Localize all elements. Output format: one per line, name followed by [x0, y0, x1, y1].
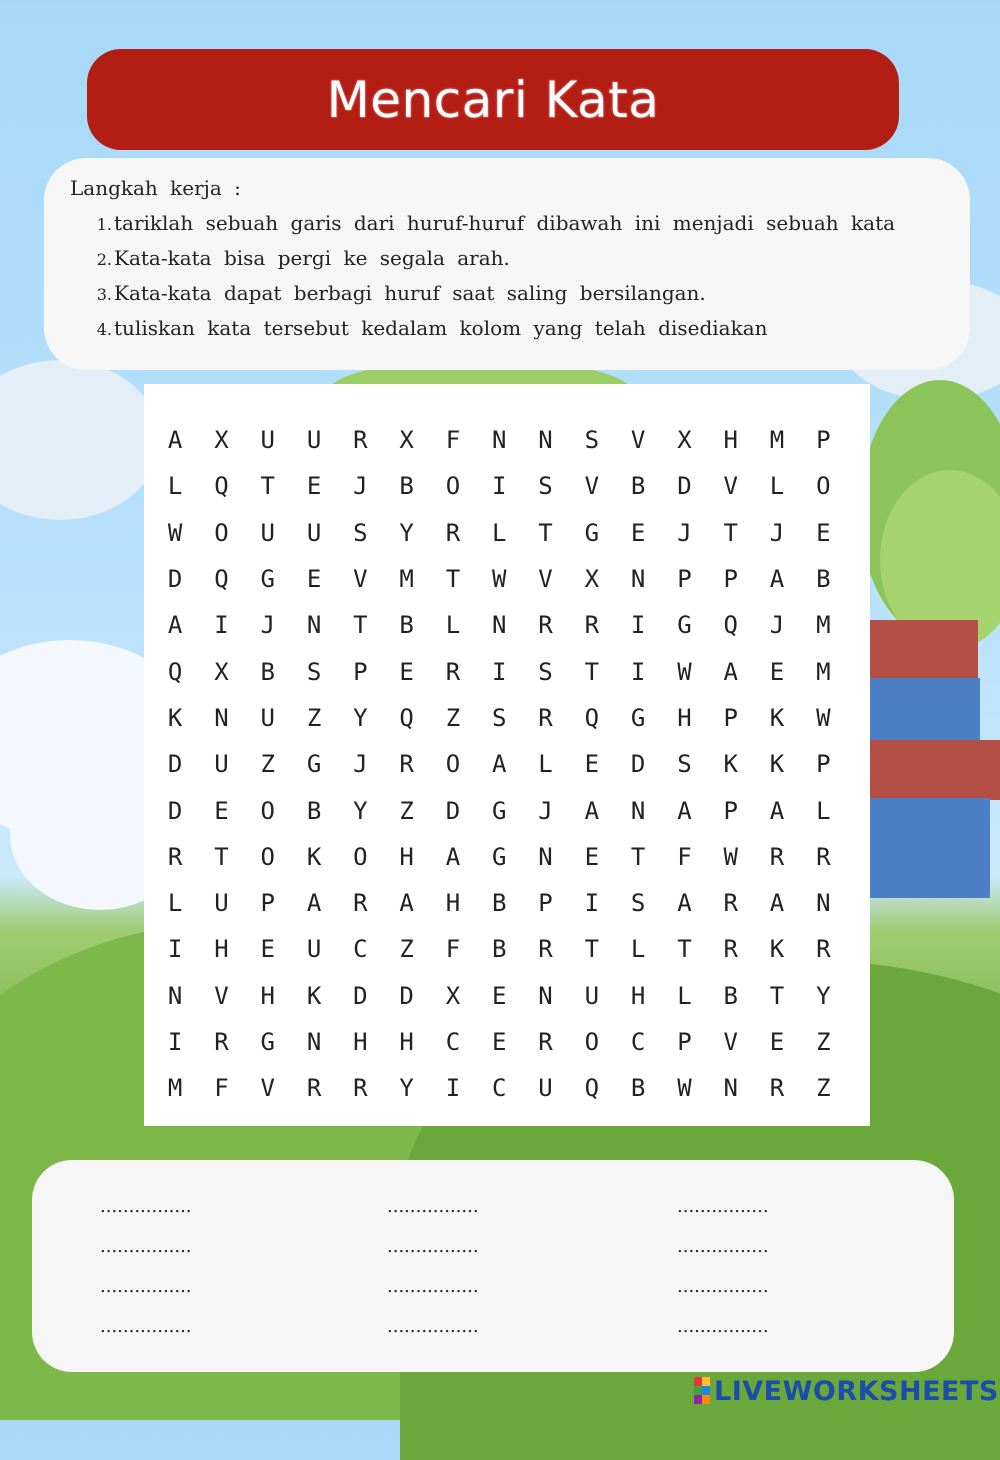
grid-letter[interactable]: A	[399, 889, 414, 918]
grid-letter[interactable]: Z	[399, 796, 414, 825]
grid-letter[interactable]: X	[399, 426, 414, 455]
grid-letter[interactable]: L	[538, 750, 553, 779]
grid-letter[interactable]: L	[167, 889, 183, 918]
grid-letter[interactable]: N	[306, 611, 322, 640]
grid-letter[interactable]: Q	[399, 703, 414, 732]
answer-field[interactable]: ................	[677, 1316, 769, 1337]
instruction-number: 4.	[96, 320, 112, 339]
grid-letter[interactable]: D	[167, 796, 183, 825]
grid-letter[interactable]: R	[445, 518, 461, 547]
grid-letter[interactable]: P	[816, 750, 831, 779]
grid-letter[interactable]: U	[260, 703, 275, 732]
instructions-list	[84, 208, 895, 348]
grid-letter[interactable]: T	[538, 518, 553, 547]
answer-field[interactable]: ................	[677, 1196, 769, 1217]
grid-letter[interactable]: K	[306, 981, 322, 1010]
grid-letter[interactable]: F	[445, 935, 461, 964]
grid-letter[interactable]: P	[677, 1028, 692, 1056]
answer-field[interactable]: ................	[387, 1196, 479, 1217]
grid-letter[interactable]: G	[260, 565, 275, 594]
instruction-item	[84, 208, 895, 243]
grid-letter[interactable]: B	[399, 472, 414, 501]
liveworksheets-logo	[694, 1373, 999, 1409]
grid-letter[interactable]: K	[723, 750, 738, 779]
grid-letter[interactable]: T	[260, 472, 275, 501]
instruction-number: 1.	[96, 215, 112, 234]
answer-field[interactable]: ................	[100, 1276, 192, 1297]
grid-letter[interactable]: V	[723, 1028, 738, 1056]
grid-letter[interactable]: U	[260, 518, 275, 547]
grid-letter[interactable]: C	[630, 1028, 646, 1056]
grid-letter[interactable]: Q	[584, 703, 600, 732]
grid-letter[interactable]: J	[769, 518, 785, 547]
grid-letter[interactable]: R	[538, 935, 553, 964]
grid-letter[interactable]: E	[260, 935, 275, 964]
grid-letter[interactable]: R	[769, 842, 785, 871]
grid-letter[interactable]: M	[399, 565, 414, 594]
grid-letter[interactable]: N	[538, 426, 553, 455]
grid-letter[interactable]: L	[677, 981, 692, 1010]
grid-letter[interactable]: V	[723, 472, 738, 501]
grid-letter[interactable]: A	[492, 750, 507, 779]
grid-letter[interactable]: U	[584, 981, 600, 1010]
grid-letter[interactable]: F	[677, 842, 692, 871]
grid-letter[interactable]: G	[492, 796, 507, 825]
grid-letter[interactable]: E	[399, 657, 414, 686]
grid-letter[interactable]: E	[306, 565, 322, 594]
grid-letter[interactable]: H	[399, 842, 414, 871]
grid-letter[interactable]: N	[306, 1028, 322, 1056]
grid-letter[interactable]: U	[306, 518, 322, 547]
grid-letter[interactable]: R	[214, 1028, 229, 1056]
grid-letter[interactable]: N	[167, 981, 183, 1010]
grid-letter[interactable]: F	[445, 426, 461, 455]
grid-letter[interactable]: L	[816, 796, 831, 825]
grid-letter[interactable]: Z	[816, 1074, 831, 1103]
grid-letter[interactable]: H	[445, 889, 461, 918]
grid-letter[interactable]: G	[492, 842, 507, 871]
grid-letter[interactable]: I	[445, 1074, 461, 1103]
grid-letter[interactable]: I	[492, 657, 507, 686]
background-house-roof	[868, 620, 978, 680]
grid-letter[interactable]: M	[816, 611, 831, 640]
grid-letter[interactable]: C	[445, 1028, 461, 1056]
grid-letter[interactable]: R	[306, 1074, 322, 1103]
grid-letter[interactable]: A	[167, 611, 183, 640]
instruction-text: tuliskan kata tersebut kedalam kolom yang telah disediakan	[114, 316, 768, 340]
grid-letter[interactable]: T	[677, 935, 692, 964]
grid-letter[interactable]: T	[630, 842, 646, 871]
grid-letter[interactable]: P	[723, 796, 738, 825]
grid-letter[interactable]: R	[584, 611, 600, 640]
grid-letter[interactable]: R	[445, 657, 461, 686]
grid-letter[interactable]: E	[492, 981, 507, 1010]
instructions-heading: Langkah kerja :	[70, 176, 241, 200]
grid-letter[interactable]: B	[306, 796, 322, 825]
grid-letter[interactable]: R	[769, 1074, 785, 1103]
grid-letter[interactable]: B	[399, 611, 414, 640]
grid-letter[interactable]: A	[445, 842, 461, 871]
grid-letter[interactable]: E	[492, 1028, 507, 1056]
grid-letter[interactable]: M	[769, 426, 785, 455]
grid-letter[interactable]: H	[399, 1028, 414, 1056]
grid-letter[interactable]: A	[677, 889, 692, 918]
grid-letter[interactable]: J	[538, 796, 553, 825]
grid-letter[interactable]: I	[167, 935, 183, 964]
grid-letter[interactable]: B	[492, 935, 507, 964]
grid-letter[interactable]: S	[306, 657, 322, 686]
grid-letter[interactable]: B	[260, 657, 275, 686]
grid-letter[interactable]: U	[306, 935, 322, 964]
grid-letter[interactable]: V	[260, 1074, 275, 1103]
grid-letter[interactable]: H	[630, 981, 646, 1010]
grid-letter[interactable]: O	[445, 750, 461, 779]
grid-letter[interactable]: H	[677, 703, 692, 732]
liveworksheets-logo-icon	[694, 1377, 710, 1405]
grid-letter[interactable]: R	[399, 750, 414, 779]
grid-letter[interactable]: N	[492, 426, 507, 455]
grid-letter[interactable]: X	[584, 565, 600, 594]
grid-letter[interactable]: W	[723, 842, 738, 871]
grid-letter[interactable]: A	[167, 426, 183, 455]
grid-letter[interactable]: A	[677, 796, 692, 825]
grid-letter[interactable]: N	[538, 981, 553, 1010]
grid-letter[interactable]: C	[353, 935, 368, 964]
grid-letter[interactable]: F	[214, 1074, 229, 1103]
grid-letter[interactable]: K	[769, 750, 785, 779]
grid-letter[interactable]: J	[353, 472, 368, 501]
grid-letter[interactable]: E	[816, 518, 831, 547]
grid-letter[interactable]: B	[630, 472, 646, 501]
grid-letter[interactable]: N	[723, 1074, 738, 1103]
answer-field[interactable]: ................	[677, 1236, 769, 1257]
grid-letter[interactable]: Y	[353, 703, 368, 732]
grid-letter[interactable]: R	[723, 935, 738, 964]
grid-letter[interactable]: T	[584, 935, 600, 964]
grid-letter[interactable]: P	[538, 889, 553, 918]
grid-letter[interactable]: K	[769, 935, 785, 964]
grid-letter[interactable]: W	[677, 657, 692, 686]
grid-letter[interactable]: J	[677, 518, 692, 547]
word-search-grid	[152, 417, 846, 1111]
grid-letter[interactable]: N	[816, 889, 831, 918]
grid-letter[interactable]: W	[677, 1074, 692, 1103]
grid-letter[interactable]: O	[260, 796, 275, 825]
grid-letter[interactable]: D	[630, 750, 646, 779]
grid-letter[interactable]: J	[353, 750, 368, 779]
grid-letter[interactable]: Q	[214, 565, 229, 594]
grid-letter[interactable]: I	[492, 472, 507, 501]
grid-letter[interactable]: R	[353, 889, 368, 918]
grid-letter[interactable]: H	[353, 1028, 368, 1056]
grid-letter[interactable]: C	[492, 1074, 507, 1103]
grid-letter[interactable]: K	[167, 703, 183, 732]
grid-letter[interactable]: Y	[399, 518, 414, 547]
grid-letter[interactable]: U	[260, 426, 275, 455]
grid-letter[interactable]: D	[399, 981, 414, 1010]
grid-letter[interactable]: Z	[399, 935, 414, 964]
grid-letter[interactable]: T	[353, 611, 368, 640]
grid-letter[interactable]: Y	[399, 1074, 414, 1103]
grid-letter[interactable]: R	[538, 703, 553, 732]
grid-letter[interactable]: L	[630, 935, 646, 964]
grid-letter[interactable]: S	[353, 518, 368, 547]
grid-letter[interactable]: E	[584, 750, 600, 779]
grid-letter[interactable]: Q	[723, 611, 738, 640]
grid-letter[interactable]: S	[677, 750, 692, 779]
grid-letter[interactable]: S	[538, 472, 553, 501]
answer-field[interactable]: ................	[387, 1316, 479, 1337]
logo-square	[694, 1386, 702, 1395]
grid-letter[interactable]: O	[445, 472, 461, 501]
logo-text: LIVEWORKSHEETS	[714, 1375, 999, 1407]
grid-letter[interactable]: K	[769, 703, 785, 732]
instructions-panel	[44, 158, 970, 370]
grid-letter[interactable]: N	[538, 842, 553, 871]
grid-letter[interactable]: H	[723, 426, 738, 455]
grid-letter[interactable]: L	[769, 472, 785, 501]
grid-letter[interactable]: I	[167, 1028, 183, 1056]
answer-field[interactable]: ................	[100, 1236, 192, 1257]
grid-letter[interactable]: D	[445, 796, 461, 825]
grid-letter[interactable]: Z	[306, 703, 322, 732]
grid-letter[interactable]: U	[214, 889, 229, 918]
grid-letter[interactable]: P	[677, 565, 692, 594]
grid-letter[interactable]: X	[677, 426, 692, 455]
grid-letter[interactable]: V	[584, 472, 600, 501]
grid-letter[interactable]: D	[167, 565, 183, 594]
grid-letter[interactable]: Y	[353, 796, 368, 825]
grid-letter[interactable]: O	[584, 1028, 600, 1056]
grid-letter[interactable]: Z	[816, 1028, 831, 1056]
grid-letter[interactable]: X	[445, 981, 461, 1010]
answer-field[interactable]: ................	[100, 1316, 192, 1337]
grid-letter[interactable]: O	[816, 472, 831, 501]
instruction-item	[84, 313, 895, 348]
grid-letter[interactable]: T	[214, 842, 229, 871]
grid-letter[interactable]: D	[353, 981, 368, 1010]
background-cloud	[0, 360, 160, 520]
grid-letter[interactable]: Y	[816, 981, 831, 1010]
grid-letter[interactable]: G	[630, 703, 646, 732]
logo-square	[694, 1377, 702, 1386]
grid-letter[interactable]: T	[584, 657, 600, 686]
grid-letter[interactable]: M	[816, 657, 831, 686]
grid-letter[interactable]: Q	[167, 657, 183, 686]
answers-column-3	[677, 1196, 769, 1356]
grid-letter[interactable]: O	[353, 842, 368, 871]
grid-letter[interactable]: N	[630, 565, 646, 594]
logo-square	[702, 1377, 710, 1386]
instruction-text: Kata-kata bisa pergi ke segala arah.	[114, 246, 510, 270]
grid-letter[interactable]: R	[816, 935, 831, 964]
grid-letter[interactable]: W	[816, 703, 831, 732]
grid-letter[interactable]: T	[445, 565, 461, 594]
grid-letter[interactable]: V	[630, 426, 646, 455]
grid-letter[interactable]: W	[492, 565, 507, 594]
grid-letter[interactable]: J	[260, 611, 275, 640]
grid-letter[interactable]: M	[167, 1074, 183, 1103]
instruction-number: 2.	[96, 250, 112, 269]
grid-letter[interactable]: R	[538, 611, 553, 640]
background-house-roof	[868, 740, 1000, 800]
grid-letter[interactable]: O	[214, 518, 229, 547]
grid-letter[interactable]: R	[816, 842, 831, 871]
grid-letter[interactable]: B	[630, 1074, 646, 1103]
grid-letter[interactable]: L	[492, 518, 507, 547]
grid-letter[interactable]: B	[723, 981, 738, 1010]
grid-letter[interactable]: E	[769, 657, 785, 686]
grid-letter[interactable]: U	[214, 750, 229, 779]
instruction-item	[84, 278, 895, 313]
background-house	[870, 798, 990, 898]
grid-letter[interactable]: E	[630, 518, 646, 547]
grid-letter[interactable]: L	[445, 611, 461, 640]
grid-letter[interactable]: E	[584, 842, 600, 871]
grid-letter[interactable]: P	[353, 657, 368, 686]
answers-panel	[32, 1160, 954, 1372]
grid-letter[interactable]: H	[260, 981, 275, 1010]
grid-letter[interactable]: Q	[584, 1074, 600, 1103]
logo-square	[702, 1395, 710, 1404]
grid-letter[interactable]: S	[538, 657, 553, 686]
grid-letter[interactable]: A	[584, 796, 600, 825]
grid-letter[interactable]: T	[769, 981, 785, 1010]
grid-letter[interactable]: O	[260, 842, 275, 871]
instruction-text: Kata-kata dapat berbagi huruf saat saling bersilangan.	[114, 281, 706, 305]
grid-letter[interactable]: Z	[260, 750, 275, 779]
grid-letter[interactable]: V	[353, 565, 368, 594]
grid-letter[interactable]: E	[306, 472, 322, 501]
grid-letter[interactable]: R	[353, 426, 368, 455]
answer-field[interactable]: ................	[387, 1236, 479, 1257]
grid-letter[interactable]: P	[816, 426, 831, 455]
grid-letter[interactable]: U	[538, 1074, 553, 1103]
grid-letter[interactable]: R	[353, 1074, 368, 1103]
grid-letter[interactable]: S	[584, 426, 600, 455]
grid-letter[interactable]: U	[306, 426, 322, 455]
grid-letter[interactable]: I	[630, 611, 646, 640]
grid-letter[interactable]: P	[723, 703, 738, 732]
grid-letter[interactable]: W	[167, 518, 183, 547]
grid-letter[interactable]: J	[769, 611, 785, 640]
grid-letter[interactable]: Z	[445, 703, 461, 732]
grid-letter[interactable]: V	[214, 981, 229, 1010]
grid-letter[interactable]: P	[723, 565, 738, 594]
grid-letter[interactable]: X	[214, 426, 229, 455]
grid-letter[interactable]: A	[306, 889, 322, 918]
grid-letter[interactable]: N	[214, 703, 229, 732]
grid-letter[interactable]: I	[584, 889, 600, 918]
grid-letter[interactable]: G	[584, 518, 600, 547]
grid-letter[interactable]: R	[723, 889, 738, 918]
grid-letter[interactable]: A	[769, 565, 785, 594]
grid-letter[interactable]: D	[677, 472, 692, 501]
grid-letter[interactable]: A	[769, 796, 785, 825]
grid-letter[interactable]: A	[769, 889, 785, 918]
grid-letter[interactable]: P	[260, 889, 275, 918]
grid-letter[interactable]: T	[723, 518, 738, 547]
grid-letter[interactable]: B	[492, 889, 507, 918]
grid-letter[interactable]: N	[630, 796, 646, 825]
grid-letter[interactable]: V	[538, 565, 553, 594]
word-search-board	[144, 384, 870, 1126]
grid-letter[interactable]: G	[677, 611, 692, 640]
grid-letter[interactable]: I	[214, 611, 229, 640]
logo-square	[694, 1395, 702, 1404]
grid-letter[interactable]: N	[492, 611, 507, 640]
grid-letter[interactable]: D	[167, 750, 183, 779]
instruction-number: 3.	[96, 285, 112, 304]
answers-column-1	[100, 1196, 192, 1356]
grid-letter[interactable]: S	[492, 703, 507, 732]
grid-letter[interactable]: E	[769, 1028, 785, 1056]
grid-letter[interactable]: K	[306, 842, 322, 871]
grid-letter[interactable]: R	[538, 1028, 553, 1056]
grid-letter[interactable]: A	[723, 657, 738, 686]
grid-letter[interactable]: R	[167, 842, 183, 871]
grid-letter[interactable]: G	[260, 1028, 275, 1056]
grid-letter[interactable]: H	[214, 935, 229, 964]
grid-letter[interactable]: X	[214, 657, 229, 686]
answer-field[interactable]: ................	[387, 1276, 479, 1297]
grid-letter[interactable]: S	[630, 889, 646, 918]
page-title: Mencari Kata	[326, 70, 660, 129]
instruction-item	[84, 243, 895, 278]
grid-letter[interactable]: I	[630, 657, 646, 686]
answer-field[interactable]: ................	[100, 1196, 192, 1217]
title-banner	[87, 49, 899, 150]
answers-column-2	[387, 1196, 479, 1356]
grid-letter[interactable]: B	[816, 565, 831, 594]
grid-letter[interactable]: E	[214, 796, 229, 825]
grid-letter[interactable]: Q	[214, 472, 229, 501]
grid-letter[interactable]: G	[306, 750, 322, 779]
grid-letter[interactable]: L	[167, 472, 183, 501]
instruction-text: tariklah sebuah garis dari huruf-huruf dibawah ini menjadi sebuah kata	[114, 211, 896, 235]
logo-square	[702, 1386, 710, 1395]
answer-field[interactable]: ................	[677, 1276, 769, 1297]
